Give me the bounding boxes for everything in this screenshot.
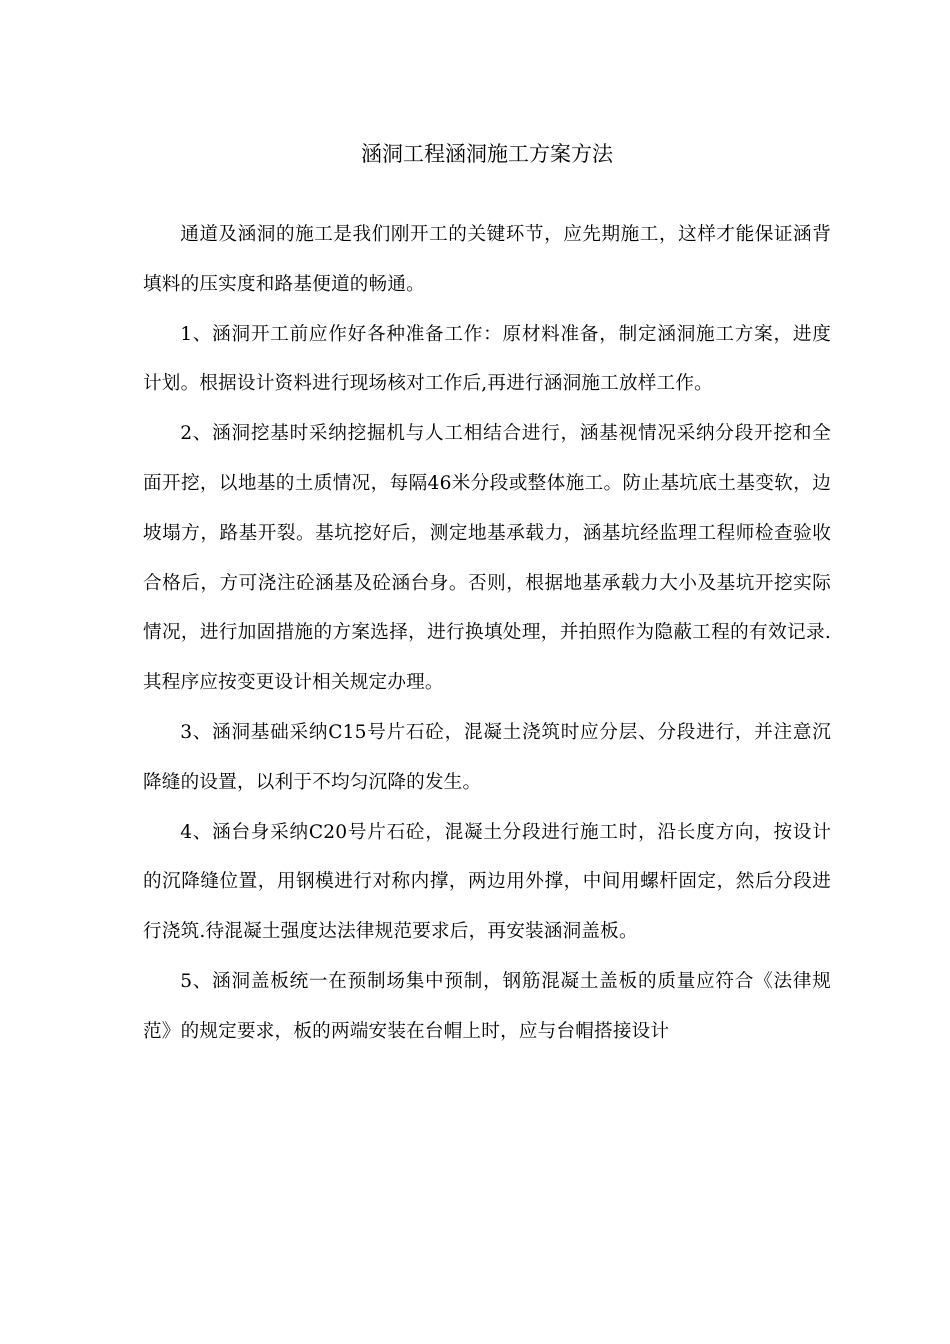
document-page	[143, 132, 831, 1057]
paragraph-item-2: 2、涵洞挖基时采纳挖掘机与人工相结合进行，涵基视情况采纳分段开挖和全面开挖，以地基的土质情况，每隔46米分段或整体施工。防止基坑底土基变软，边坡塌方，路基开裂。基坑挖好后，测定地基承载力，涵基坑经监理工程师检查验收合格后，方可浇注砼涵基及砼涵台身。否则，根据地基承载力大小及基坑开挖实际情况，进行加固措施的方案选择，进行换填处理，并拍照作为隐蔽工程的有效记录.其程序应按变更设计相关规定办理。	[143, 423, 831, 694]
paragraph-item-4: 4、涵台身采纳C20号片石砼，混凝土分段进行施工时，沿长度方向，按设计的沉降缝位置，用钢模进行对称内撑，两边用外撑，中间用螺杆固定，然后分段进行浇筑.待混凝土强度达法律规范要求后，再安装涵洞盖板。	[143, 821, 831, 943]
document-title: 涵洞工程涵洞施工方案方法	[361, 142, 613, 166]
paragraph-item-5: 5、涵洞盖板统一在预制场集中预制，钢筋混凝土盖板的质量应符合《法律规范》的规定要求，板的两端安装在台帽上时，应与台帽搭接设计	[143, 970, 831, 1042]
paragraph-item-1: 1、涵洞开工前应作好各种准备工作：原材料准备，制定涵洞施工方案，进度计划。根据设计资料进行现场核对工作后,再进行涵洞施工放样工作。	[143, 323, 831, 395]
paragraph-item-3: 3、涵洞基础采纳C15号片石砼，混凝土浇筑时应分层、分段进行，并注意沉降缝的设置，以利于不均匀沉降的发生。	[143, 721, 831, 793]
paragraph-intro: 通道及涵洞的施工是我们刚开工的关键环节，应先期施工，这样才能保证涵背填料的压实度和路基便道的畅通。	[143, 224, 831, 295]
